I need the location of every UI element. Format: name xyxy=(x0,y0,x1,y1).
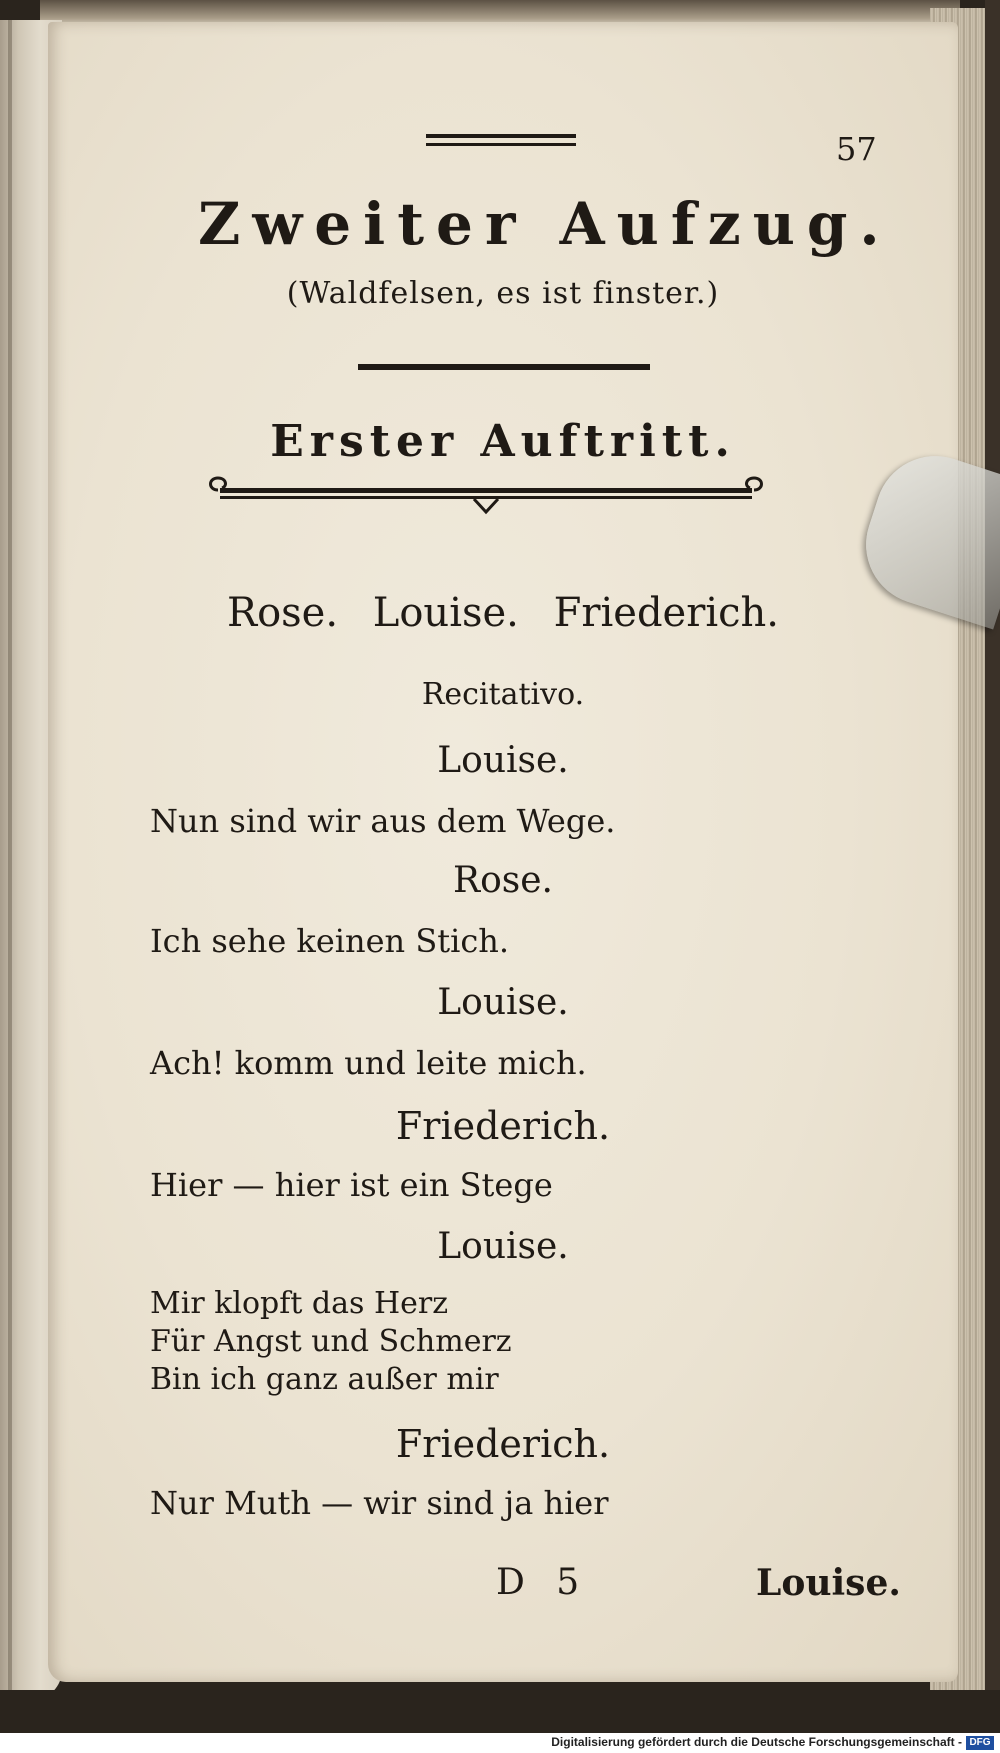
dialogue-line: Bin ich ganz außer mir xyxy=(150,1362,499,1397)
act-title: Zweiter Aufzug. xyxy=(198,190,892,258)
top-ornament-rule xyxy=(426,134,576,138)
stage-direction: (Waldfelsen, es ist finster.) xyxy=(286,276,720,311)
page-number: 57 xyxy=(836,130,877,168)
book-cover-edge xyxy=(985,0,1000,1753)
dialogue-line: Nun sind wir aus dem Wege. xyxy=(150,802,616,840)
dialogue-line: Nur Muth — wir sind ja hier xyxy=(150,1484,609,1522)
dialogue-line: Ich sehe keinen Stich. xyxy=(150,922,510,960)
catchword: Louise. xyxy=(756,1562,901,1604)
dialogue-line: Für Angst und Schmerz xyxy=(150,1324,512,1359)
section-label: Recitativo. xyxy=(421,677,585,712)
speaker-name: Louise. xyxy=(437,740,569,781)
speaker-name: Friederich. xyxy=(395,1422,611,1466)
speaker-name: Louise. xyxy=(437,982,569,1023)
dialogue-line: Ach! komm und leite mich. xyxy=(150,1044,587,1082)
funding-credit: Digitalisierung gefördert durch die Deutsche Forschungsgemeinschaft - xyxy=(551,1735,962,1749)
dfg-logo: DFG xyxy=(966,1736,994,1750)
top-ornament-rule-2 xyxy=(426,143,576,146)
divider-rule xyxy=(358,364,650,370)
scene-title: Erster Auftritt. xyxy=(270,416,736,467)
speaker-name: Friederich. xyxy=(395,1104,611,1148)
dialogue-line: Hier — hier ist ein Stege xyxy=(150,1166,553,1204)
dialogue-line: Mir klopft das Herz xyxy=(150,1286,449,1321)
speaker-name: Louise. xyxy=(437,1226,569,1267)
speaker-name: Rose. xyxy=(452,860,553,901)
characters-line: Rose. Louise. Friederich. xyxy=(226,590,780,636)
book-page xyxy=(48,22,958,1682)
ornamental-bracket-icon xyxy=(206,472,766,518)
signature-mark: D 5 xyxy=(496,1562,590,1603)
